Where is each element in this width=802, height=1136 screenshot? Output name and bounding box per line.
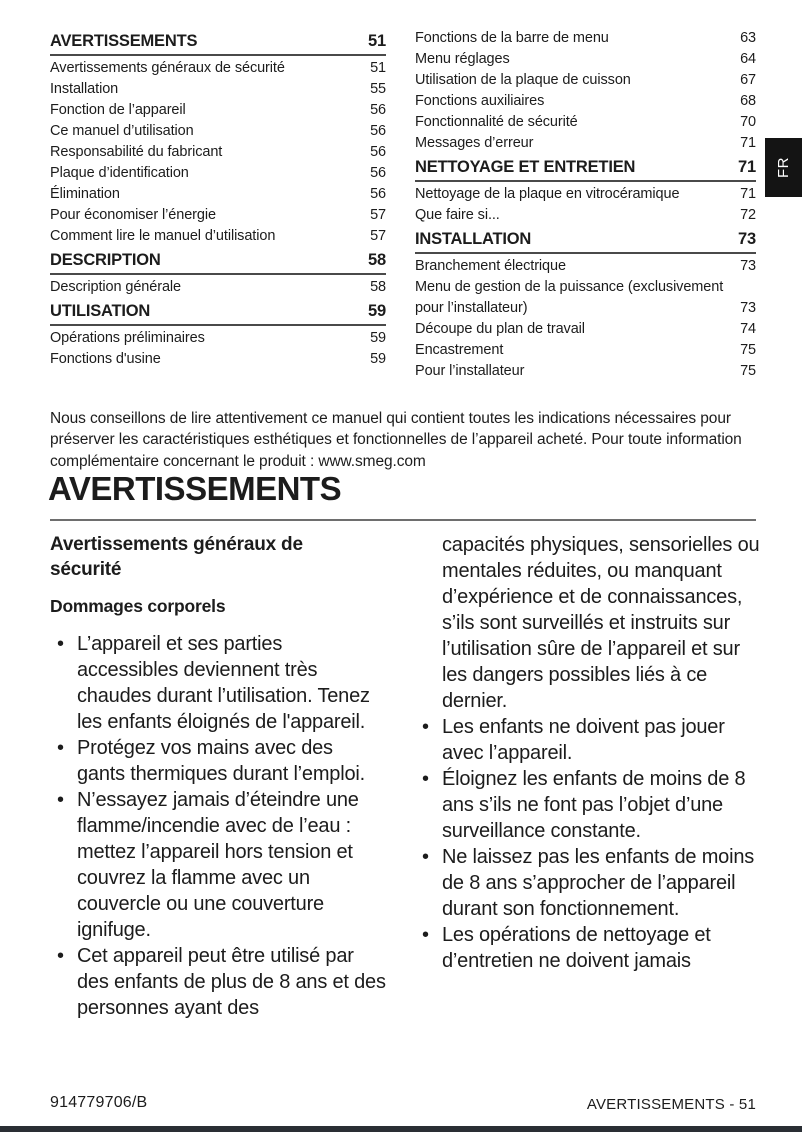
toc-entry-label: Description générale (50, 279, 181, 295)
bullet-text: Cet appareil peut être utilisé par des enfants de plus de 8 ans et des personnes ayant des (77, 945, 386, 1019)
toc-entry-label: Opérations préliminaires (50, 330, 205, 346)
toc-row (415, 28, 756, 49)
toc-row (415, 205, 756, 226)
toc-entry-label: INSTALLATION (415, 230, 532, 248)
toc-row (50, 298, 386, 326)
toc-entry-page-number: 59 (370, 351, 386, 367)
toc-row (415, 49, 756, 70)
toc-left-column (50, 28, 386, 370)
bullet-item (50, 943, 386, 1021)
toc-entry-page-number: 71 (740, 186, 756, 202)
toc-entry-label: DESCRIPTION (50, 251, 161, 269)
toc-row (50, 247, 386, 275)
warnings-bullet-list (415, 714, 762, 974)
bullet-text: Protégez vos mains avec des gants thermiques durant l’emploi. (77, 737, 365, 785)
toc-row (415, 154, 756, 182)
toc-entry-page-number: 67 (740, 72, 756, 88)
toc-entry-label: Plaque d’identification (50, 165, 189, 181)
bullet-item (415, 844, 762, 922)
toc-entry-label: NETTOYAGE ET ENTRETIEN (415, 158, 636, 176)
toc-entry-page-number: 63 (740, 30, 756, 46)
toc-entry-label: Fonction de l’appareil (50, 102, 186, 118)
toc-entry-page-number: 64 (740, 51, 756, 67)
toc-row (50, 349, 386, 370)
toc-entry-page-number: 58 (370, 279, 386, 295)
toc-entry-label: Élimination (50, 186, 120, 202)
toc-row (50, 277, 386, 298)
continuation-paragraph: capacités physiques, sensorielles ou mentales réduites, ou manquant d’expérience et de connaissances, s’ils sont surveillés et instruits sur l’utilisation sûre de l’appareil et sur les dangers possibles liés à ce dernier. (442, 534, 760, 712)
bullet-text: Ne laissez pas les enfants de moins de 8 ans s’approcher de l’appareil durant son fonctionnement. (442, 846, 755, 920)
language-tab-label: FR (775, 157, 792, 178)
toc-row (50, 121, 386, 142)
sub-subsection-heading: Dommages corporels (50, 596, 226, 616)
toc-row (50, 79, 386, 100)
toc-entry-page-number: 73 (738, 230, 756, 248)
toc-entry-page-number: 73 (740, 300, 756, 316)
toc-row (415, 112, 756, 133)
toc-entry-page-number: 59 (370, 330, 386, 346)
toc-entry-page-number: 72 (740, 207, 756, 223)
toc-entry-page-number: 51 (370, 60, 386, 76)
toc-entry-label: Menu de gestion de la puissance (exclusivement pour l’installateur) (415, 279, 724, 316)
toc-entry-label: UTILISATION (50, 302, 151, 320)
toc-row (415, 91, 756, 112)
toc-entry-label: Avertissements généraux de sécurité (50, 60, 285, 76)
toc-row (50, 184, 386, 205)
toc-right-column (415, 28, 756, 382)
toc-row (415, 361, 756, 382)
subsection-heading: Avertissements généraux de sécurité (50, 534, 303, 580)
toc-entry-label: Fonctionnalité de sécurité (415, 114, 578, 130)
toc-entry-label: Installation (50, 81, 119, 97)
title-rule-divider (50, 519, 756, 521)
bullet-item (50, 631, 386, 735)
toc-entry-page-number: 75 (740, 363, 756, 379)
toc-row (415, 70, 756, 91)
toc-entry-label: Pour l’installateur (415, 363, 525, 379)
body-left-column (50, 532, 386, 1021)
toc-entry-label: Fonctions d'usine (50, 351, 161, 367)
toc-entry-label: Ce manuel d’utilisation (50, 123, 194, 139)
toc-row (50, 328, 386, 349)
toc-entry-label: Nettoyage de la plaque en vitrocéramique (415, 186, 680, 202)
toc-entry-label: Découpe du plan de travail (415, 321, 585, 337)
bullet-text: Les enfants ne doivent pas jouer avec l’appareil. (442, 716, 725, 764)
toc-row (415, 226, 756, 254)
bullet-item (50, 787, 386, 943)
toc-entry-label: Que faire si... (415, 207, 500, 223)
toc-entry-page-number: 56 (370, 144, 386, 160)
toc-entry-page-number: 73 (740, 258, 756, 274)
toc-entry-page-number: 56 (370, 165, 386, 181)
section-title: AVERTISSEMENTS (48, 470, 342, 507)
toc-entry-page-number: 57 (370, 228, 386, 244)
toc-entry-page-number: 71 (740, 135, 756, 151)
toc-entry-page-number: 58 (368, 251, 386, 269)
bullet-item (415, 922, 762, 974)
language-tab (765, 138, 802, 197)
toc-entry-label: Menu réglages (415, 51, 510, 67)
toc-entry-page-number: 75 (740, 342, 756, 358)
toc-row (415, 184, 756, 205)
toc-row (415, 277, 756, 319)
toc-entry-label: Fonctions de la barre de menu (415, 30, 609, 46)
toc-row (50, 28, 386, 56)
bullet-item (50, 735, 386, 787)
intro-paragraph: Nous conseillons de lire attentivement ce manuel qui contient toutes les indications nécessaires pour préserver les caractéristiques esthétiques et fonctionnelles de l’appareil acheté. Pour toute information complémentaire concernant le produit : www.smeg.com (50, 409, 742, 470)
toc-entry-label: Encastrement (415, 342, 504, 358)
toc-entry-page-number: 56 (370, 123, 386, 139)
toc-entry-label: Messages d’erreur (415, 135, 534, 151)
toc-entry-page-number: 56 (370, 102, 386, 118)
toc-entry-page-number: 74 (740, 321, 756, 337)
toc-entry-page-number: 56 (370, 186, 386, 202)
bottom-bar (0, 1126, 802, 1132)
toc-entry-label: Pour économiser l’énergie (50, 207, 216, 223)
footer-page-label: AVERTISSEMENTS - 51 (586, 1096, 756, 1113)
toc-row (50, 142, 386, 163)
toc-entry-label: Utilisation de la plaque de cuisson (415, 72, 631, 88)
body-right-column (415, 532, 762, 974)
toc-entry-label: AVERTISSEMENTS (50, 32, 198, 50)
toc-entry-label: Comment lire le manuel d’utilisation (50, 228, 276, 244)
toc-row (415, 256, 756, 277)
toc-entry-label: Branchement électrique (415, 258, 566, 274)
warnings-bullet-list (50, 631, 386, 1021)
toc-entry-page-number: 70 (740, 114, 756, 130)
bullet-text: Éloignez les enfants de moins de 8 ans s’ils ne font pas l’objet d’une surveillance constante. (442, 768, 746, 842)
toc-row (50, 163, 386, 184)
footer-document-code: 914779706/B (50, 1094, 148, 1111)
toc-entry-page-number: 68 (740, 93, 756, 109)
toc-entry-page-number: 55 (370, 81, 386, 97)
bullet-item (415, 766, 762, 844)
toc-row (50, 226, 386, 247)
bullet-text: L’appareil et ses parties accessibles deviennent très chaudes durant l’utilisation. Tenez les enfants éloignés de l'appareil. (77, 633, 370, 733)
toc-row (50, 205, 386, 226)
bullet-item (415, 714, 762, 766)
toc-row (415, 319, 756, 340)
toc-entry-label: Fonctions auxiliaires (415, 93, 545, 109)
toc-row (415, 340, 756, 361)
toc-row (415, 133, 756, 154)
toc-entry-label: Responsabilité du fabricant (50, 144, 223, 160)
toc-entry-page-number: 51 (368, 32, 386, 50)
toc-entry-page-number: 57 (370, 207, 386, 223)
bullet-text: Les opérations de nettoyage et d’entretien ne doivent jamais (442, 924, 711, 972)
bullet-text: N’essayez jamais d’éteindre une flamme/incendie avec de l’eau : mettez l’appareil hors tension et couvrez la flamme avec un couvercle ou une couverture ignifuge. (77, 789, 359, 941)
toc-row (50, 58, 386, 79)
toc-entry-page-number: 71 (738, 158, 756, 176)
toc-entry-page-number: 59 (368, 302, 386, 320)
toc-row (50, 100, 386, 121)
